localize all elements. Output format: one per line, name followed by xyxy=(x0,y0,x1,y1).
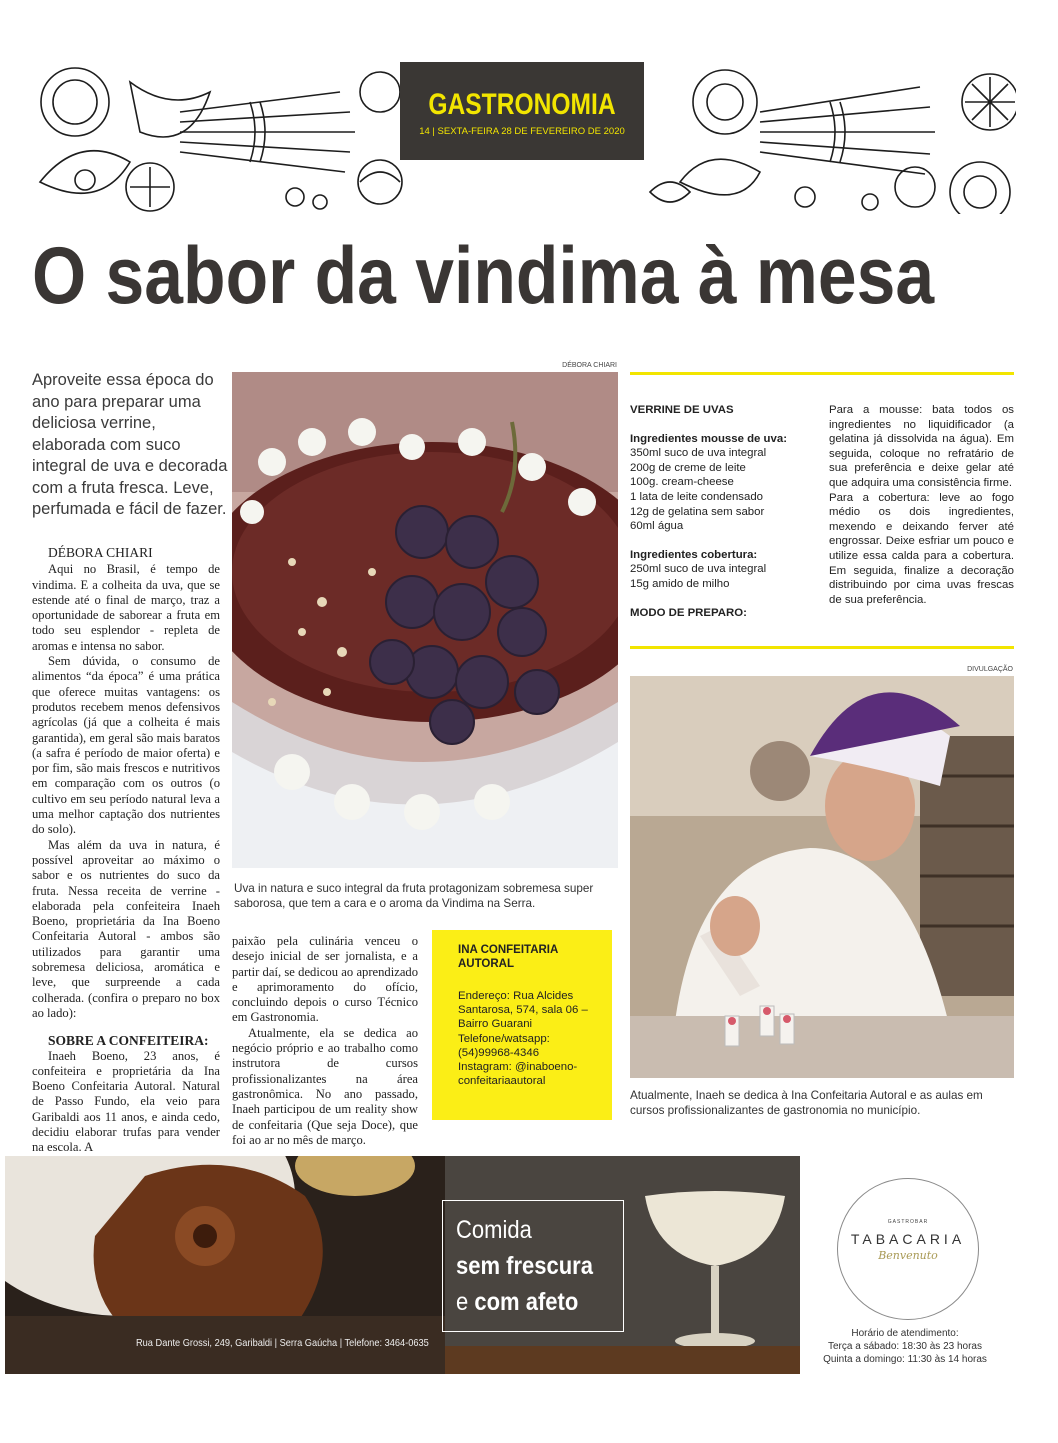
hours-line: Terça a sábado: 18:30 às 23 horas xyxy=(828,1341,982,1352)
ingredient: 250ml suco de uva integral xyxy=(630,563,767,576)
photo-credit: DÉBORA CHIARI xyxy=(562,362,617,369)
section-title: GASTRONOMIA xyxy=(428,88,616,121)
info-phone: Telefone/watsapp: (54)99968-4346 xyxy=(458,1032,550,1059)
body-paragraph: Aqui no Brasil, é tempo de vindima. E a colheita da uva, que se estende até o final de março, traz a oportunidade de saborear a fruta em todo seu esplendor - repleta de aromas e intensa no sabor. xyxy=(32,562,220,653)
byline: DÉBORA CHIARI xyxy=(48,545,153,560)
photo-caption: Uva in natura e suco integral da fruta protagonizam sobremesa super saborosa, que tem a cara e o aroma da Vindima na Serra. xyxy=(234,882,594,910)
ingredient: 12g de gelatina sem sabor xyxy=(630,505,765,518)
ad-slogan-line-2: sem frescura xyxy=(456,1252,593,1280)
logo-subtitle: GASTROBAR xyxy=(887,1219,929,1225)
tabacaria-logo xyxy=(837,1178,979,1320)
hours-line: Quinta a domingo: 11:30 às 14 horas xyxy=(823,1354,987,1365)
info-box-body xyxy=(458,989,608,1088)
method-mousse: Para a mousse: bata todos os ingredientes no liquidificador (a gelatina já dissolvida na água). Em seguida, coloque no refratário de sua preferência e deixe gelar até que adquira uma consistência firme. xyxy=(829,404,1014,489)
ad-slogan-line-1: Comida xyxy=(456,1216,532,1244)
photo-credit: DIVULGAÇÃO xyxy=(967,666,1013,673)
dessert-photo xyxy=(232,372,618,868)
ingredient: 15g amido de milho xyxy=(630,577,730,590)
logo-script: Benvenuto xyxy=(878,1249,938,1262)
ad-slogan-line-3: e com afeto xyxy=(456,1288,579,1316)
body-paragraph: Mas além da uva in natura, é possível aproveitar ao máximo o sabor e os nutrientes do suco da fruta. Nessa receita de verrine - elaborada pela confeiteira Inaeh Boeno, proprietária da Ina Boeno Confeitaria Autoral - ambos são utilizados para garantir uma sobremesa deliciosa, aromática e leve, que surpreende a cada colherada. (confira o preparo no box ao lado): xyxy=(32,837,220,1020)
ingredient: 350ml suco de uva integral xyxy=(630,447,767,460)
recipe-method xyxy=(829,403,1014,607)
body-paragraph: paixão pela culinária venceu o desejo inicial de ser jornalista, e a partir daí, se dedicou ao aprendizado e aprimoramento do ofício, concluindo depois o curso Técnico em Gastronomia. xyxy=(232,934,418,1025)
section-header xyxy=(400,62,644,160)
info-box-title: INA CONFEITARIA AUTORAL xyxy=(458,944,558,970)
ad-address: Rua Dante Grossi, 249, Garibaldi | Serra Gaúcha | Telefone: 3464-0635 xyxy=(136,1337,429,1349)
info-instagram: Instagram: @inaboeno-confeitariaautoral xyxy=(458,1061,578,1088)
business-info-box xyxy=(432,930,612,1120)
article-lede: Aproveite essa época do ano para preparar uma deliciosa verrine, elaborada com suco integral de uva e decorada com a fruta fresca. Leve, perfumada e fácil de fazer. xyxy=(32,371,228,518)
article-column-2 xyxy=(232,934,418,1148)
method-heading: MODO DE PREPARO: xyxy=(630,606,747,619)
topping-heading: Ingredientes cobertura: xyxy=(630,548,758,561)
body-paragraph: Inaeh Boeno, 23 anos, é confeiteira e proprietária da Ina Boeno Confeitaria Autoral. Natural de Passo Fundo, ela veio para Garibaldi aos 11 anos, e ainda cedo, decidiu elaborar trufas para vender na escola. A xyxy=(32,1048,220,1155)
recipe-top-rule xyxy=(630,372,1014,375)
method-topping: Para a cobertura: leve ao fogo médio os dois ingredientes, mexendo e deixando ferver até engrossar. Deixe esfriar um pouco e utilize essa calda para a cobertura. Em seguida, finalize a decoração distribuindo por cima uvas frescas de sua preferência. xyxy=(829,491,1014,606)
article-headline: O sabor da vindima à mesa xyxy=(32,231,935,321)
ingredient: 200g de creme de leite xyxy=(630,461,746,474)
info-address: Endereço: Rua Alcides Santarosa, 574, sala 06 – Bairro Guarani xyxy=(458,990,588,1031)
recipe-bottom-rule xyxy=(630,646,1014,649)
body-paragraph: Atualmente, ela se dedica ao negócio próprio e ao trabalho como instrutora de cursos profissionalizantes na área gastronômica. No ano passado, Inaeh participou de um reality show de confeitaria (Que seja Doce), que foi ao ar no mês de março. xyxy=(232,1025,418,1147)
photo-caption: Atualmente, Inaeh se dedica à Ina Confeitaria Autoral e as aulas em cursos profissionalizantes de gastronomia no município. xyxy=(630,1089,983,1117)
ingredient: 100g. cream-cheese xyxy=(630,476,734,489)
article-column-1 xyxy=(32,545,220,1156)
ingredient: 60ml água xyxy=(630,520,684,533)
logo-name: TABACARIA xyxy=(850,1231,966,1247)
opening-hours xyxy=(810,1327,1000,1366)
edition-date: 14 | SEXTA-FEIRA 28 DE FEVEREIRO DE 2020 xyxy=(419,126,625,137)
mousse-heading: Ingredientes mousse de uva: xyxy=(630,432,787,445)
hours-title: Horário de atendimento: xyxy=(851,1328,959,1339)
chef-photo xyxy=(630,676,1014,1078)
subhead: SOBRE A CONFEITEIRA: xyxy=(48,1033,209,1049)
ingredient: 1 lata de leite condensado xyxy=(630,490,763,503)
recipe-ingredients xyxy=(630,403,818,620)
recipe-title: VERRINE DE UVAS xyxy=(630,404,734,416)
body-paragraph: Sem dúvida, o consumo de alimentos “da época” é uma prática que oferece muitas vantagens: os produtos recebem menos defensivos agrícolas (já que a colheita é mais garantida), em geral são mais baratos (a safra é período de maior oferta) e por fim, são mais frescos e nutritivos em comparação com os outros (o cultivo em seu período natural leva a uma melhor captação dos nutrientes do solo). xyxy=(32,654,220,837)
